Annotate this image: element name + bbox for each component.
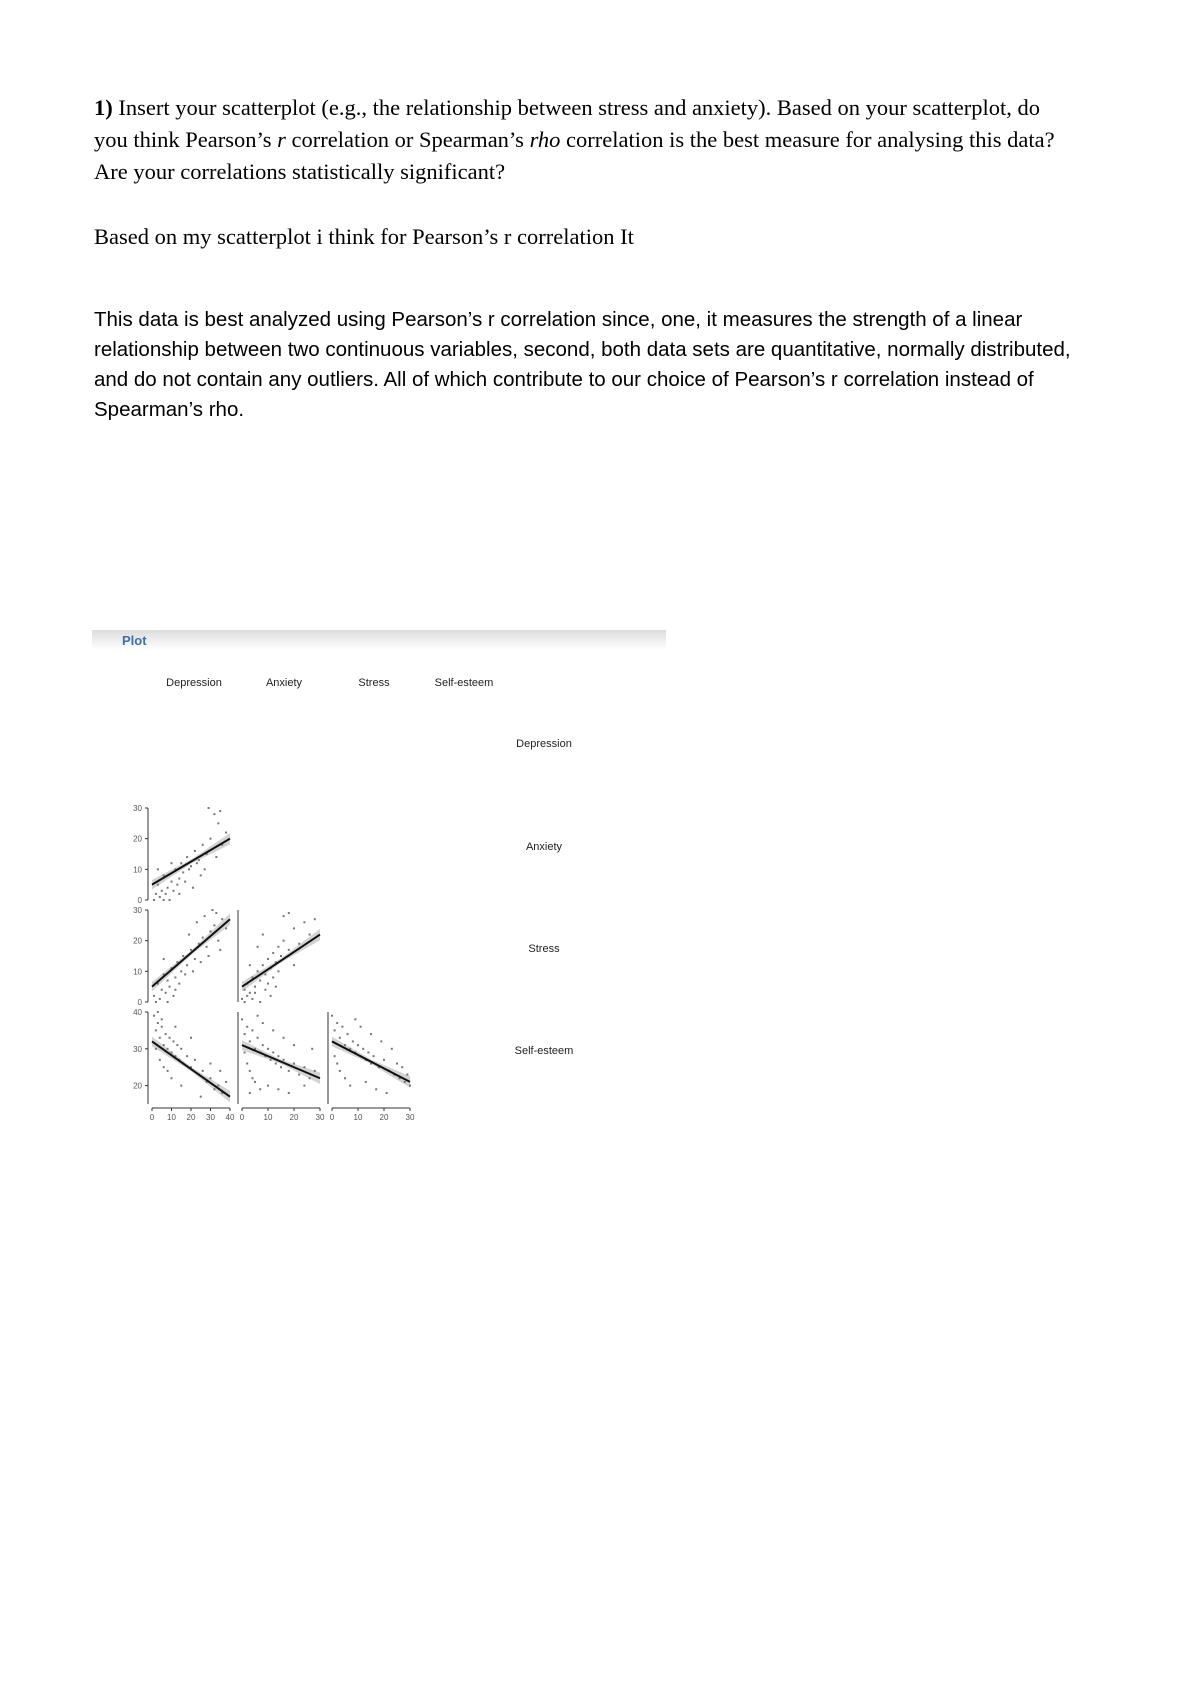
panel-anxiety-vs-self-esteem-point-15 — [280, 1066, 282, 1068]
panel-anxiety-vs-stress-point-20 — [303, 921, 305, 923]
panel-anxiety-vs-self-esteem-point-11 — [270, 1059, 272, 1061]
panel-anxiety-vs-self-esteem-point-17 — [288, 1070, 290, 1072]
panel-depression-vs-stress-point-36 — [219, 949, 221, 951]
panel-depression-vs-anxiety-point-4 — [167, 887, 169, 889]
panel-depression-vs-self-esteem-point-8 — [169, 1037, 171, 1039]
panel-depression-vs-anxiety-point-9 — [182, 871, 184, 873]
panel-depression-vs-stress-point-24 — [169, 986, 171, 988]
panel-stress-vs-self-esteem-point-3 — [339, 1037, 341, 1039]
panel-depression-vs-anxiety-point-28 — [184, 881, 186, 883]
panel-anxiety-vs-stress-point-39 — [293, 964, 295, 966]
panel-depression-vs-self-esteem-y-tick-label-20: 20 — [133, 1081, 142, 1091]
panel-anxiety-vs-stress-point-15 — [280, 955, 282, 957]
panel-depression-vs-stress-point-18 — [217, 940, 219, 942]
panel-anxiety-vs-stress-point-0 — [241, 998, 243, 1000]
panel-anxiety-vs-self-esteem-point-8 — [262, 1044, 264, 1046]
panel-depression-vs-stress-point-33 — [208, 955, 210, 957]
panel-depression-vs-self-esteem-x-tick-label-10: 10 — [167, 1113, 176, 1122]
panel-depression-vs-stress-point-29 — [192, 970, 194, 972]
row-label-stress: Stress — [528, 943, 560, 955]
panel-depression-vs-self-esteem-x-tick-label-20: 20 — [186, 1113, 196, 1122]
panel-depression-vs-stress-point-15 — [206, 946, 208, 948]
panel-depression-vs-anxiety-point-26 — [172, 890, 174, 892]
panel-depression-vs-anxiety-point-39 — [178, 893, 180, 895]
panel-stress-vs-self-esteem-point-18 — [383, 1059, 385, 1061]
panel-anxiety-vs-stress-point-31 — [277, 970, 279, 972]
panel-depression-vs-self-esteem-point-39 — [219, 1070, 221, 1072]
panel-stress-vs-self-esteem-point-26 — [339, 1070, 341, 1072]
panel-depression-vs-anxiety-point-23 — [159, 896, 161, 898]
panel-stress-vs-self-esteem-point-8 — [352, 1040, 354, 1042]
panel-depression-vs-stress-point-16 — [210, 930, 212, 932]
panel-depression-vs-self-esteem-point-26 — [225, 1081, 227, 1083]
panel-stress-vs-self-esteem-point-29 — [354, 1018, 356, 1020]
panel-depression-vs-stress-point-12 — [194, 958, 196, 960]
panel-anxiety-vs-self-esteem-point-31 — [272, 1029, 274, 1031]
panel-depression-vs-anxiety-fit-line — [152, 839, 230, 885]
panel-depression-vs-self-esteem-point-12 — [176, 1044, 178, 1046]
panel-depression-vs-self-esteem-point-23 — [213, 1088, 215, 1090]
panel-stress-vs-self-esteem-point-16 — [373, 1055, 375, 1057]
panel-depression-vs-anxiety-point-19 — [217, 822, 219, 824]
row-label-self-esteem: Self-esteem — [514, 1045, 574, 1057]
column-label-depression: Depression — [166, 677, 222, 689]
panel-depression-vs-self-esteem-point-1 — [155, 1029, 157, 1031]
panel-anxiety-vs-self-esteem-point-1 — [244, 1033, 246, 1035]
panel-depression-vs-self-esteem-point-33 — [161, 1018, 163, 1020]
panel-depression-vs-stress-point-39 — [174, 989, 176, 991]
panel-stress-vs-self-esteem-point-4 — [341, 1026, 343, 1028]
panel-stress-vs-self-esteem-point-28 — [349, 1085, 351, 1087]
panel-depression-vs-anxiety-point-18 — [213, 813, 215, 815]
panel-anxiety-vs-self-esteem-point-6 — [257, 1037, 259, 1039]
panel-stress-vs-self-esteem-point-35 — [386, 1092, 388, 1094]
panel-anxiety-vs-self-esteem-point-20 — [303, 1066, 305, 1068]
panel-depression-vs-self-esteem-point-14 — [180, 1048, 182, 1050]
column-label-stress: Stress — [358, 677, 390, 689]
panel-depression-vs-anxiety-point-14 — [200, 874, 202, 876]
panel-depression-vs-anxiety-point-0 — [155, 893, 157, 895]
panel-stress-vs-self-esteem-x-tick-label-0: 0 — [329, 1113, 335, 1122]
panel-anxiety-vs-stress-point-32 — [283, 915, 285, 917]
panel-depression-vs-stress-point-8 — [180, 970, 182, 972]
panel-anxiety-vs-self-esteem-point-0 — [241, 1018, 243, 1020]
panel-depression-vs-self-esteem-point-3 — [159, 1037, 161, 1039]
question-part-3: correlation is the best measure for analysing this data? Are your correlations statistically significant? — [94, 127, 1055, 184]
panel-depression-vs-anxiety-point-25 — [169, 899, 171, 901]
panel-depression-vs-self-esteem-fit-line — [152, 1041, 230, 1096]
panel-anxiety-vs-self-esteem-point-26 — [251, 1077, 253, 1079]
panel-depression-vs-anxiety-point-8 — [180, 862, 182, 864]
panel-anxiety-vs-stress-point-22 — [314, 918, 316, 920]
question-rho-term: rho — [529, 127, 561, 152]
panel-depression-vs-stress-fit-line — [152, 919, 230, 986]
panel-anxiety-vs-self-esteem-point-23 — [244, 1051, 246, 1053]
panel-depression-vs-self-esteem-x-tick-label-40: 40 — [225, 1113, 235, 1122]
panel-depression-vs-anxiety-y-tick-label-20: 20 — [133, 834, 142, 844]
panel-depression-vs-anxiety-point-2 — [161, 890, 163, 892]
panel-anxiety-vs-self-esteem-point-30 — [267, 1085, 269, 1087]
panel-anxiety-vs-self-esteem-x-tick-label-10: 10 — [263, 1113, 273, 1122]
panel-anxiety-vs-stress-point-14 — [277, 946, 279, 948]
panel-depression-vs-stress-y-tick-label-10: 10 — [133, 967, 142, 977]
column-label-self-esteem: Self-esteem — [434, 677, 494, 689]
panel-depression-vs-anxiety-y-tick-label-10: 10 — [133, 865, 142, 875]
panel-depression-vs-anxiety-point-11 — [190, 865, 192, 867]
panel-depression-vs-self-esteem-point-28 — [159, 1059, 161, 1061]
panel-depression-vs-anxiety-point-34 — [215, 856, 217, 858]
panel-stress-vs-self-esteem-point-23 — [409, 1085, 411, 1087]
panel-depression-vs-anxiety-point-36 — [171, 862, 173, 864]
panel-depression-vs-anxiety-point-29 — [188, 868, 190, 870]
panel-stress-vs-self-esteem-x-tick-label-20: 20 — [379, 1113, 389, 1122]
panel-depression-vs-stress-point-2 — [161, 989, 163, 991]
panel-depression-vs-stress-point-0 — [153, 995, 155, 997]
plot-panel-title: Plot — [122, 633, 147, 648]
panel-stress-vs-self-esteem-point-24 — [334, 1055, 336, 1057]
panel-anxiety-vs-stress-point-9 — [264, 973, 266, 975]
panel-depression-vs-self-esteem-point-29 — [163, 1066, 165, 1068]
panel-depression-vs-anxiety-point-3 — [163, 874, 165, 876]
panel-stress-vs-self-esteem-point-12 — [362, 1048, 364, 1050]
panel-stress-vs-self-esteem-point-27 — [344, 1077, 346, 1079]
panel-stress-vs-self-esteem-point-39 — [406, 1074, 408, 1076]
panel-depression-vs-stress-point-11 — [190, 949, 192, 951]
panel-anxiety-vs-self-esteem-x-tick-label-20: 20 — [289, 1113, 299, 1122]
panel-anxiety-vs-self-esteem-point-13 — [275, 1063, 277, 1065]
panel-depression-vs-anxiety-point-1 — [157, 884, 159, 886]
panel-stress-vs-self-esteem-x-tick-label-10: 10 — [353, 1113, 363, 1122]
panel-depression-vs-stress-point-26 — [178, 983, 180, 985]
panel-depression-vs-anxiety-point-12 — [194, 850, 196, 852]
panel-anxiety-vs-stress-point-16 — [283, 940, 285, 942]
panel-stress-vs-self-esteem-point-14 — [367, 1051, 369, 1053]
panel-depression-vs-stress-y-tick-label-0: 0 — [137, 998, 142, 1007]
panel-depression-vs-stress-point-10 — [186, 964, 188, 966]
panel-depression-vs-stress-point-4 — [167, 980, 169, 982]
panel-depression-vs-self-esteem-point-6 — [165, 1033, 167, 1035]
panel-stress-vs-self-esteem-point-1 — [334, 1029, 336, 1031]
panel-anxiety-vs-stress-point-8 — [262, 964, 264, 966]
panel-anxiety-vs-stress-point-21 — [309, 934, 311, 936]
panel-anxiety-vs-self-esteem-point-24 — [246, 1063, 248, 1065]
panel-depression-vs-anxiety-point-10 — [186, 856, 188, 858]
panel-anxiety-vs-self-esteem-point-22 — [314, 1070, 316, 1072]
panel-depression-vs-self-esteem-point-10 — [172, 1040, 174, 1042]
panel-stress-vs-self-esteem-point-31 — [365, 1081, 367, 1083]
panel-depression-vs-anxiety-y-tick-label-30: 30 — [133, 804, 142, 813]
panel-anxiety-vs-self-esteem-point-12 — [272, 1051, 274, 1053]
panel-depression-vs-self-esteem-point-9 — [171, 1051, 173, 1053]
panel-depression-vs-anxiety-point-37 — [163, 899, 165, 901]
panel-depression-vs-anxiety-point-21 — [225, 832, 227, 834]
panel-anxiety-vs-self-esteem-point-4 — [251, 1029, 253, 1031]
panel-depression-vs-anxiety-point-17 — [210, 838, 212, 840]
panel-stress-vs-self-esteem-point-25 — [336, 1063, 338, 1065]
panel-depression-vs-anxiety-point-22 — [153, 899, 155, 901]
row-label-anxiety: Anxiety — [525, 841, 563, 853]
panel-depression-vs-self-esteem-point-27 — [155, 1048, 157, 1050]
panel-anxiety-vs-self-esteem-point-21 — [309, 1077, 311, 1079]
panel-depression-vs-self-esteem-point-31 — [171, 1077, 173, 1079]
panel-depression-vs-self-esteem-point-7 — [167, 1048, 169, 1050]
panel-stress-vs-self-esteem-point-38 — [401, 1066, 403, 1068]
panel-anxiety-vs-self-esteem-point-25 — [249, 1070, 251, 1072]
panel-anxiety-vs-stress-point-18 — [293, 927, 295, 929]
panel-depression-vs-stress-point-22 — [159, 998, 161, 1000]
panel-anxiety-vs-self-esteem-point-29 — [262, 1022, 264, 1024]
panel-depression-vs-self-esteem-point-0 — [153, 1015, 155, 1017]
panel-depression-vs-stress-point-20 — [225, 927, 227, 929]
question-r-term: r — [277, 127, 286, 152]
panel-anxiety-vs-stress-point-24 — [246, 995, 248, 997]
panel-anxiety-vs-stress-point-25 — [251, 998, 253, 1000]
panel-anxiety-vs-stress-point-1 — [244, 989, 246, 991]
panel-anxiety-vs-stress-point-36 — [249, 964, 251, 966]
panel-depression-vs-anxiety-point-30 — [192, 887, 194, 889]
panel-depression-vs-anxiety-point-27 — [176, 884, 178, 886]
column-label-anxiety: Anxiety — [265, 677, 303, 689]
panel-anxiety-vs-self-esteem-point-2 — [246, 1026, 248, 1028]
panel-depression-vs-self-esteem-y-tick-label-40: 40 — [133, 1008, 142, 1017]
panel-stress-vs-self-esteem-point-34 — [380, 1040, 382, 1042]
panel-anxiety-vs-stress-point-34 — [270, 995, 272, 997]
panel-depression-vs-anxiety-point-24 — [165, 893, 167, 895]
panel-anxiety-vs-self-esteem-point-37 — [259, 1088, 261, 1090]
panel-stress-vs-self-esteem-x-tick-label-30: 30 — [405, 1113, 415, 1122]
panel-depression-vs-stress-point-21 — [155, 1001, 157, 1003]
panel-anxiety-vs-stress-point-28 — [264, 989, 266, 991]
answer-paragraph: This data is best analyzed using Pearson’s r correlation since, one, it measures the strength of a linear relationship between two continuous variables, second, both data sets are quantitative, normally distributed, and do not contain any outliers. All of which contribute to our choice of Pearson’s r correlation instead of Spearman’s rho. — [94, 308, 1071, 421]
panel-anxiety-vs-stress-point-5 — [254, 986, 256, 988]
panel-stress-vs-self-esteem-point-10 — [357, 1044, 359, 1046]
panel-anxiety-vs-self-esteem-point-16 — [283, 1059, 285, 1061]
plot-panel — [92, 630, 666, 1130]
panel-stress-vs-self-esteem-point-32 — [370, 1033, 372, 1035]
panel-depression-vs-stress-point-27 — [184, 973, 186, 975]
panel-anxiety-vs-self-esteem-fit-line — [242, 1045, 320, 1078]
panel-depression-vs-anxiety-y-tick-label-0: 0 — [137, 896, 142, 905]
panel-depression-vs-self-esteem-point-16 — [186, 1055, 188, 1057]
panel-anxiety-vs-self-esteem-point-3 — [249, 1040, 251, 1042]
panel-anxiety-vs-self-esteem-point-38 — [303, 1085, 305, 1087]
question-part-1: Insert your scatterplot (e.g., the relationship between stress and anxiety). Based on your scatterplot, do you think Pearson’s — [94, 95, 1040, 152]
panel-anxiety-vs-stress-point-19 — [298, 943, 300, 945]
panel-anxiety-vs-stress-point-30 — [272, 976, 274, 978]
panel-anxiety-vs-stress-point-35 — [257, 946, 259, 948]
panel-anxiety-vs-self-esteem-point-34 — [288, 1092, 290, 1094]
panel-depression-vs-stress-point-14 — [202, 937, 204, 939]
panel-stress-vs-self-esteem-point-30 — [360, 1026, 362, 1028]
panel-depression-vs-stress-point-9 — [182, 955, 184, 957]
panel-stress-vs-self-esteem-point-6 — [347, 1033, 349, 1035]
panel-anxiety-vs-stress-point-27 — [259, 1001, 261, 1003]
panel-depression-vs-stress-point-32 — [204, 915, 206, 917]
panel-depression-vs-stress-point-28 — [188, 934, 190, 936]
panel-depression-vs-anxiety-point-32 — [204, 868, 206, 870]
panel-stress-vs-self-esteem-point-5 — [344, 1044, 346, 1046]
panel-depression-vs-self-esteem-point-32 — [157, 1011, 159, 1013]
panel-depression-vs-stress-point-17 — [213, 924, 215, 926]
panel-anxiety-vs-stress-point-33 — [288, 912, 290, 914]
panel-depression-vs-anxiety-point-33 — [208, 807, 210, 809]
row-label-depression: Depression — [516, 738, 572, 750]
panel-stress-vs-self-esteem-point-0 — [331, 1015, 333, 1017]
panel-depression-vs-self-esteem-point-24 — [217, 1085, 219, 1087]
panel-anxiety-vs-stress-point-12 — [272, 952, 274, 954]
panel-depression-vs-self-esteem-point-36 — [190, 1037, 192, 1039]
panel-stress-vs-self-esteem-point-2 — [336, 1022, 338, 1024]
panel-depression-vs-anxiety-point-38 — [157, 868, 159, 870]
panel-stress-vs-self-esteem-point-36 — [391, 1048, 393, 1050]
panel-depression-vs-self-esteem-point-4 — [161, 1026, 163, 1028]
panel-stress-vs-self-esteem-point-37 — [396, 1063, 398, 1065]
panel-depression-vs-self-esteem-point-34 — [174, 1026, 176, 1028]
panel-depression-vs-anxiety-point-31 — [196, 862, 198, 864]
panel-depression-vs-self-esteem-point-22 — [210, 1077, 212, 1079]
panel-depression-vs-self-esteem-point-2 — [157, 1022, 159, 1024]
panel-anxiety-vs-self-esteem-x-tick-label-0: 0 — [239, 1113, 245, 1122]
panel-anxiety-vs-stress-point-6 — [257, 970, 259, 972]
panel-depression-vs-stress-point-30 — [196, 921, 198, 923]
question-text — [94, 92, 1074, 188]
panel-anxiety-vs-self-esteem-point-28 — [257, 1015, 259, 1017]
panel-depression-vs-self-esteem-point-18 — [194, 1059, 196, 1061]
panel-depression-vs-stress-point-6 — [174, 976, 176, 978]
panel-anxiety-vs-stress-fit-line — [242, 935, 320, 987]
panel-anxiety-vs-stress-point-10 — [267, 958, 269, 960]
panel-depression-vs-stress-point-37 — [163, 958, 165, 960]
panel-anxiety-vs-stress-point-3 — [249, 992, 251, 994]
panel-depression-vs-anxiety-point-35 — [219, 810, 221, 812]
panel-depression-vs-anxiety-point-13 — [198, 859, 200, 861]
panel-stress-vs-self-esteem-fit-line — [332, 1041, 410, 1081]
panel-anxiety-vs-self-esteem-point-10 — [267, 1048, 269, 1050]
panel-depression-vs-self-esteem-x-tick-label-0: 0 — [149, 1113, 155, 1122]
panel-anxiety-vs-self-esteem-point-14 — [277, 1055, 279, 1057]
panel-anxiety-vs-self-esteem-point-19 — [298, 1074, 300, 1076]
panel-depression-vs-stress-point-31 — [200, 961, 202, 963]
panel-depression-vs-stress-point-34 — [211, 909, 213, 911]
panel-anxiety-vs-self-esteem-point-27 — [254, 1081, 256, 1083]
panel-anxiety-vs-stress-point-29 — [267, 983, 269, 985]
panel-depression-vs-stress-y-tick-label-30: 30 — [133, 906, 142, 915]
scatterplot-matrix — [92, 630, 666, 1130]
panel-anxiety-vs-stress-point-26 — [254, 992, 256, 994]
panel-depression-vs-stress-point-35 — [215, 912, 217, 914]
panel-depression-vs-self-esteem-x-tick-label-30: 30 — [206, 1113, 215, 1122]
panel-anxiety-vs-self-esteem-point-39 — [311, 1048, 313, 1050]
panel-depression-vs-self-esteem-point-35 — [180, 1085, 182, 1087]
panel-anxiety-vs-stress-point-38 — [275, 986, 277, 988]
panel-depression-vs-stress-point-25 — [172, 995, 174, 997]
panel-depression-vs-self-esteem-point-20 — [202, 1070, 204, 1072]
panel-anxiety-vs-self-esteem-point-32 — [277, 1088, 279, 1090]
panel-anxiety-vs-stress-point-23 — [244, 1001, 246, 1003]
panel-depression-vs-stress-y-tick-label-20: 20 — [133, 936, 142, 946]
panel-depression-vs-stress-point-23 — [165, 992, 167, 994]
panel-stress-vs-self-esteem-point-22 — [404, 1081, 406, 1083]
panel-anxiety-vs-self-esteem-point-35 — [293, 1044, 295, 1046]
panel-depression-vs-self-esteem-point-30 — [167, 1070, 169, 1072]
panel-anxiety-vs-self-esteem-point-36 — [249, 1092, 251, 1094]
panel-depression-vs-self-esteem-point-37 — [200, 1096, 202, 1098]
panel-depression-vs-anxiety-point-7 — [178, 878, 180, 880]
panel-depression-vs-anxiety-point-5 — [171, 881, 173, 883]
panel-anxiety-vs-self-esteem-point-18 — [293, 1063, 295, 1065]
panel-depression-vs-anxiety-point-15 — [202, 844, 204, 846]
panel-depression-vs-stress-point-38 — [167, 1001, 169, 1003]
panel-depression-vs-self-esteem-y-tick-label-30: 30 — [133, 1044, 142, 1054]
panel-anxiety-vs-self-esteem-point-33 — [283, 1037, 285, 1039]
panel-anxiety-vs-self-esteem-x-tick-label-30: 30 — [315, 1113, 325, 1122]
panel-depression-vs-self-esteem-point-5 — [163, 1044, 165, 1046]
panel-stress-vs-self-esteem-point-33 — [375, 1088, 377, 1090]
panel-anxiety-vs-stress-point-7 — [259, 980, 261, 982]
question-number: 1) — [94, 95, 113, 120]
panel-depression-vs-stress-point-19 — [221, 918, 223, 920]
panel-depression-vs-self-esteem-point-38 — [210, 1063, 212, 1065]
panel-anxiety-vs-stress-point-37 — [262, 934, 264, 936]
answer-line-1: Based on my scatterplot i think for Pearson’s r correlation It — [94, 224, 634, 249]
panel-anxiety-vs-stress-point-17 — [288, 949, 290, 951]
question-part-2: correlation or Spearman’s — [285, 127, 530, 152]
